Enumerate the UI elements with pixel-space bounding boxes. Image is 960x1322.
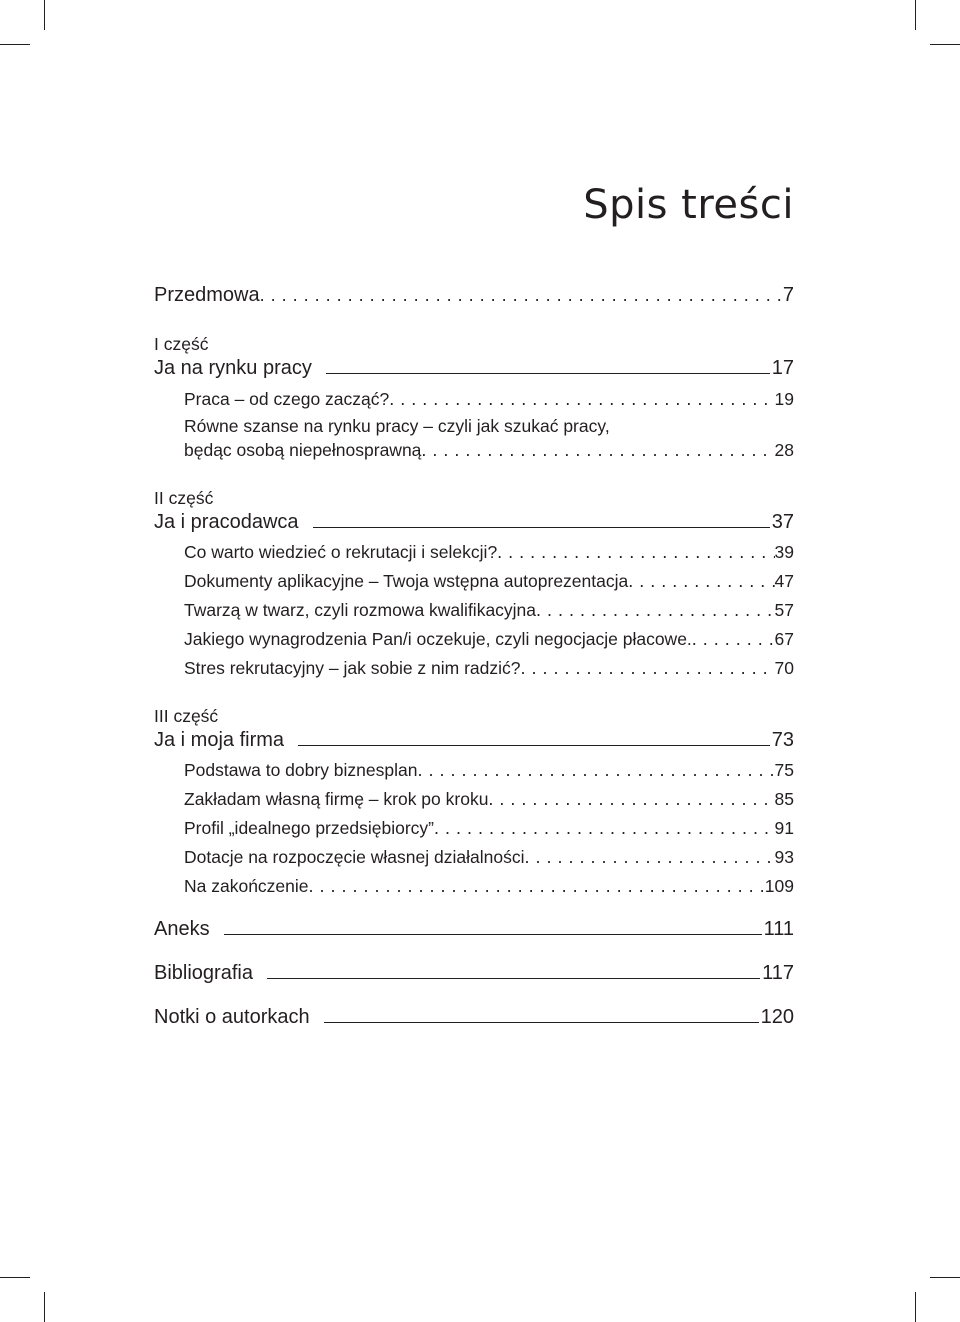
toc-page-number: 39 (774, 542, 794, 562)
crop-mark (44, 1292, 45, 1322)
dot-leader (524, 847, 774, 868)
toc-page-number: 120 (760, 1006, 794, 1028)
toc-page-number: 111 (763, 918, 794, 940)
crop-mark (930, 1277, 960, 1278)
dot-leader (628, 571, 774, 592)
toc-entry-part-2[interactable] (154, 511, 794, 534)
toc-entry-chapter[interactable] (184, 876, 794, 897)
toc-entry-label: Bibliografia (154, 962, 253, 984)
dot-leader (421, 440, 774, 461)
dot-leader (389, 389, 774, 410)
toc-entry-chapter[interactable] (184, 658, 794, 679)
toc-page-number: 93 (774, 847, 794, 867)
dot-leader (536, 600, 775, 621)
part-title: Ja i pracodawca (154, 511, 299, 533)
toc-entry-notki[interactable] (154, 1006, 794, 1029)
dot-leader (309, 876, 765, 897)
toc-entry-label: Notki o autorkach (154, 1006, 310, 1028)
crop-mark (930, 44, 960, 45)
line-leader (224, 934, 762, 935)
toc-entry-label: Aneks (154, 918, 210, 940)
dot-leader (497, 542, 774, 563)
dot-leader (417, 760, 774, 781)
part-heading: I część (154, 334, 209, 354)
toc-entry-chapter[interactable] (184, 542, 794, 563)
toc-entry-part-1[interactable] (154, 357, 794, 380)
line-leader (324, 1022, 759, 1023)
toc-entry-label: Stres rekrutacyjny – jak sobie z nim radzić? (184, 658, 521, 678)
dot-leader (521, 658, 775, 679)
line-leader (326, 373, 770, 374)
toc-entry-chapter[interactable] (184, 571, 794, 592)
toc-entry-label: Podstawa to dobry biznesplan (184, 760, 418, 780)
toc-entry-chapter[interactable] (184, 600, 794, 621)
toc-page-number: 117 (762, 962, 794, 984)
toc-page-number: 7 (782, 284, 794, 306)
toc-page-number: 37 (771, 511, 794, 533)
toc-page-number: 75 (774, 760, 794, 780)
toc-page-number: 57 (774, 600, 794, 620)
toc-page-number: 17 (771, 357, 794, 379)
part-title: Ja na rynku pracy (154, 357, 312, 379)
toc-entry-part-3[interactable] (154, 729, 794, 752)
line-leader (298, 745, 770, 746)
toc-entry-label: Twarzą w twarz, czyli rozmowa kwalifikacyjna (184, 600, 537, 620)
toc-entry-label: Na zakończenie (184, 876, 309, 896)
crop-mark (915, 0, 916, 30)
toc-entry-chapter-line1[interactable] (184, 416, 794, 437)
toc-entry-label: Równe szanse na rynku pracy – czyli jak szukać pracy, (184, 416, 610, 436)
line-leader (267, 978, 760, 979)
line-leader (313, 527, 770, 528)
toc-entry-label: Dokumenty aplikacyjne – Twoja wstępna autoprezentacja (184, 571, 629, 591)
crop-mark (0, 1277, 30, 1278)
toc-page-number: 67 (774, 629, 794, 649)
part-heading: III część (154, 706, 219, 726)
toc-entry-label: Co warto wiedzieć o rekrutacji i selekcji? (184, 542, 498, 562)
crop-mark (915, 1292, 916, 1322)
toc-entry-chapter[interactable] (184, 847, 794, 868)
toc-page-number: 70 (774, 658, 794, 678)
toc-entry-aneks[interactable] (154, 918, 794, 941)
toc-entry-label: Zakładam własną firmę – krok po kroku (184, 789, 489, 809)
toc-page-number: 19 (774, 389, 794, 409)
toc-entry-label: Praca – od czego zacząć? (184, 389, 390, 409)
toc-entry-chapter[interactable] (184, 440, 794, 461)
dot-leader (488, 789, 774, 810)
dot-leader (434, 818, 775, 839)
toc-page-number: 28 (774, 440, 794, 460)
crop-mark (0, 44, 30, 45)
toc-entry-label: będąc osobą niepełnosprawną (184, 440, 422, 460)
toc-entry-chapter[interactable] (184, 789, 794, 810)
part-heading: II część (154, 488, 214, 508)
toc-entry-chapter[interactable] (184, 629, 794, 650)
toc-page-number: 85 (774, 789, 794, 809)
toc-entry-chapter[interactable] (184, 760, 794, 781)
crop-mark (44, 0, 45, 30)
toc-entry-label: Przedmowa (154, 284, 260, 306)
toc-entry-chapter[interactable] (184, 818, 794, 839)
toc-page-number: 91 (774, 818, 794, 838)
dot-leader (692, 629, 775, 650)
dot-leader (260, 284, 783, 307)
toc-entry-chapter[interactable] (184, 389, 794, 410)
page-title: Spis treści (583, 182, 794, 228)
toc-entry-label: Jakiego wynagrodzenia Pan/i oczekuje, czyli negocjacje płacowe. (184, 629, 692, 649)
toc-page-number: 109 (764, 876, 794, 896)
toc-page-number: 73 (771, 729, 794, 751)
toc-entry-preface[interactable] (154, 284, 794, 307)
toc-entry-bibliografia[interactable] (154, 962, 794, 985)
toc-entry-label: Profil „idealnego przedsiębiorcy” (184, 818, 434, 838)
toc-entry-label: Dotacje na rozpoczęcie własnej działalności (184, 847, 525, 867)
toc-page-number: 47 (774, 571, 794, 591)
part-title: Ja i moja firma (154, 729, 285, 751)
